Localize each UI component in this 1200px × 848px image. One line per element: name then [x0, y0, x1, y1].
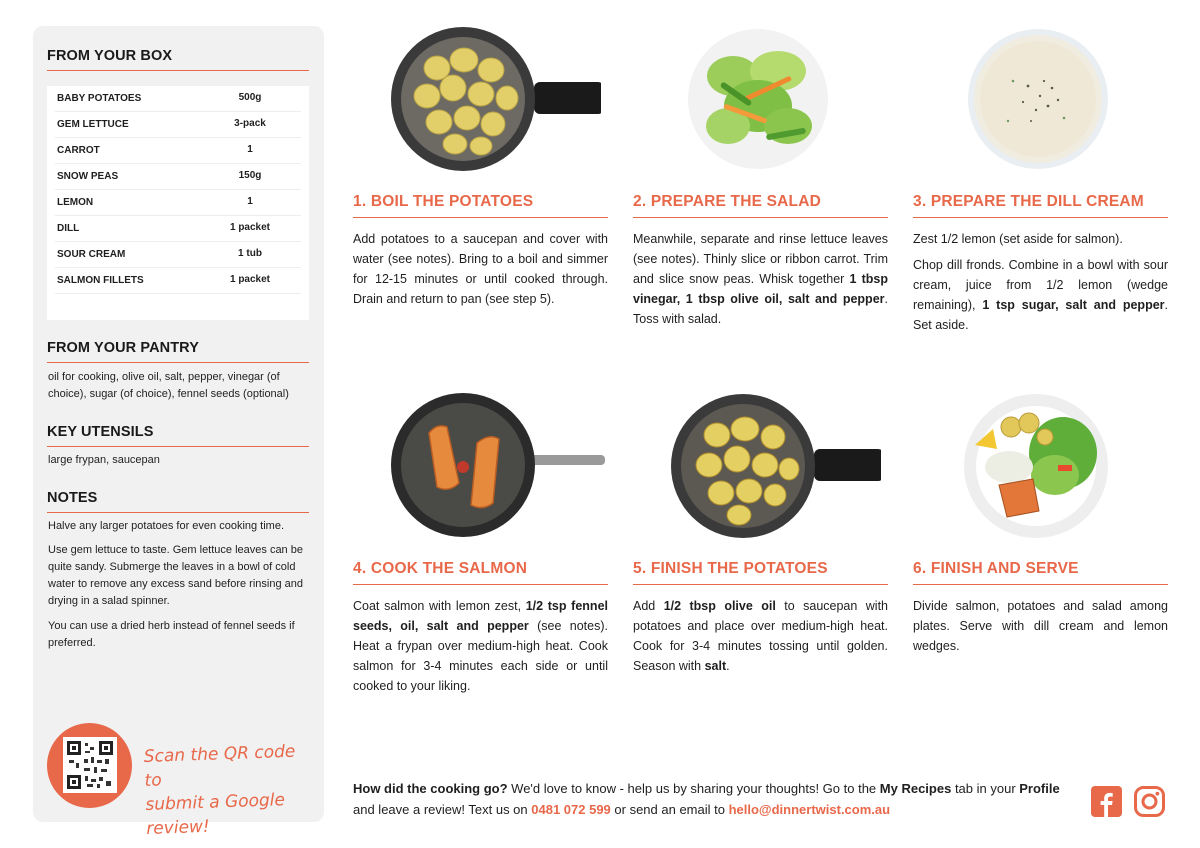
qr-cta-text: Scan the QR code to submit a Google review! [143, 741, 296, 839]
review-footer [353, 778, 1073, 820]
step-body [353, 229, 608, 309]
text-segment: Meanwhile, separate and rinse lettuce leaves (see notes). Thinly slice or ribbon carrot. Trim and slice snow peas. Whisk together [633, 232, 888, 286]
facebook-icon[interactable] [1091, 786, 1122, 817]
step-title: 6. FINISH AND SERVE [913, 560, 1168, 585]
step-title: 5. FINISH THE POTATOES [633, 560, 888, 585]
ingredient-qty: 1 tub [238, 248, 262, 259]
ingredient-qty: 1 [247, 196, 253, 207]
emphasis-text: 1/2 tsp fennel seeds, oil, salt and pepper [353, 599, 608, 633]
text-segment: tab in your [951, 781, 1020, 796]
ingredient-qty: 3-pack [234, 118, 266, 129]
emphasis-text: 1/2 tbsp olive oil [663, 599, 776, 613]
ingredient-row [55, 112, 301, 138]
text-segment: to saucepan with potatoes and place over medium-high heat. Cook for 3-4 minutes tossing until golden. Season with [633, 599, 888, 673]
emphasis-text: My Recipes [879, 781, 952, 796]
note-item: You can use a dried herb instead of fennel seeds if preferred. [48, 620, 295, 649]
from-box-heading: FROM YOUR BOX [47, 48, 309, 71]
ingredient-name: LEMON [57, 197, 94, 208]
step-title: 4. COOK THE SALMON [353, 560, 608, 585]
text-segment: Coat salmon with lemon zest, [353, 599, 526, 613]
text-segment: We'd love to know - help us by sharing your thoughts! Go to the [507, 781, 880, 796]
step-paragraph [353, 229, 608, 309]
ingredient-qty: 150g [238, 170, 262, 181]
text-segment: Chop dill fronds. Combine in a bowl with sour cream, juice from 1/2 lemon (wedge remaining), [913, 258, 1168, 312]
utensils-text: large frypan, saucepan [48, 454, 160, 466]
emphasis-text: How did the cooking go? [353, 781, 508, 796]
text-segment: . Toss with salad. [633, 292, 888, 326]
step-2 [633, 26, 888, 346]
boiled-potatoes-photo [389, 26, 601, 172]
ingredient-name: BABY POTATOES [57, 93, 142, 104]
step-title: 2. PREPARE THE SALAD [633, 193, 888, 218]
step-paragraph [353, 596, 608, 696]
ingredient-name: SOUR CREAM [57, 249, 126, 260]
emphasis-text: 1 tsp sugar, salt and pepper [982, 298, 1165, 312]
step-title: 3. PREPARE THE DILL CREAM [913, 193, 1168, 218]
ingredient-name: SNOW PEAS [57, 171, 119, 182]
ingredient-qty: 1 packet [229, 274, 271, 285]
text-segment: Zest 1/2 lemon (set aside for salmon). [913, 232, 1123, 246]
qr-code-icon[interactable] [63, 737, 117, 793]
note-item: Use gem lettuce to taste. Gem lettuce leaves can be quite sandy. Submerge the leaves in a bowl of cold water to remove any excess sand before rinsing and drying in a salad spinner. [48, 544, 303, 607]
text-segment: or send an email to [610, 802, 729, 817]
ingredients-sidebar [33, 26, 324, 839]
text-segment: Add potatoes to a saucepan and cover with water (see notes). Bring to a boil and simmer for 12-15 minutes or until cooked through. Drain and return to pan (see step 5). [353, 232, 608, 306]
text-segment: . Set aside. [913, 298, 1169, 332]
step-paragraph [913, 229, 1168, 249]
golden-potatoes-photo [669, 393, 881, 539]
contact-link[interactable]: hello@dinnertwist.com.au [728, 802, 891, 817]
utensils-heading: KEY UTENSILS [47, 424, 309, 447]
step-3 [913, 26, 1168, 346]
ingredient-row [55, 190, 301, 216]
ingredient-qty: 1 [247, 144, 253, 155]
ingredient-row [55, 164, 301, 190]
step-body [913, 229, 1168, 335]
text-segment: (see notes). Heat a frypan over medium-high heat. Cook salmon for 3-4 minutes each side or until cooked to your liking. [353, 619, 608, 693]
step-paragraph [913, 255, 1168, 335]
ingredient-name: DILL [57, 223, 80, 234]
step-body [633, 596, 888, 676]
note-item: Halve any larger potatoes for even cooking time. [48, 520, 285, 532]
contact-link[interactable]: 0481 072 599 [531, 802, 611, 817]
salad-photo [688, 26, 828, 172]
ingredient-name: SALMON FILLETS [57, 275, 144, 286]
plated-dish-photo [963, 393, 1109, 539]
ingredient-name: CARROT [57, 145, 100, 156]
step-4 [353, 393, 608, 713]
qr-badge[interactable] [47, 723, 132, 808]
step-title: 1. BOIL THE POTATOES [353, 193, 608, 218]
ingredient-row [55, 216, 301, 242]
emphasis-text: 1 tbsp vinegar, 1 tbsp olive oil, salt and pepper [633, 272, 889, 306]
step-body [633, 229, 888, 329]
notes-heading: NOTES [47, 490, 309, 513]
pan-salmon-photo [389, 393, 605, 539]
emphasis-text: salt [704, 659, 727, 673]
step-5 [633, 393, 888, 713]
ingredient-name: GEM LETTUCE [57, 119, 129, 130]
emphasis-text: Profile [1019, 781, 1060, 796]
step-body [913, 596, 1168, 656]
pantry-heading: FROM YOUR PANTRY [47, 340, 309, 363]
ingredient-row [55, 86, 301, 112]
ingredient-row [55, 138, 301, 164]
step-paragraph [633, 229, 888, 329]
pantry-text: oil for cooking, olive oil, salt, pepper, vinegar (of choice), sugar (of choice), fennel seeds (optional) [48, 371, 289, 400]
text-segment: Divide salmon, potatoes and salad among plates. Serve with dill cream and lemon wedges. [913, 599, 1168, 653]
step-body [353, 596, 608, 696]
dill-cream-photo [968, 26, 1108, 172]
ingredient-qty: 1 packet [229, 222, 271, 233]
instagram-icon[interactable] [1134, 786, 1165, 817]
text-segment: . [726, 659, 730, 673]
text-segment: Add [633, 599, 664, 613]
step-6 [913, 393, 1168, 713]
step-paragraph [633, 596, 888, 676]
step-1 [353, 26, 608, 346]
step-paragraph [913, 596, 1168, 656]
ingredient-qty: 500g [238, 92, 262, 103]
ingredient-row [55, 242, 301, 268]
ingredient-row [55, 268, 301, 294]
text-segment: and leave a review! Text us on [353, 802, 532, 817]
ingredients-table [47, 86, 309, 320]
